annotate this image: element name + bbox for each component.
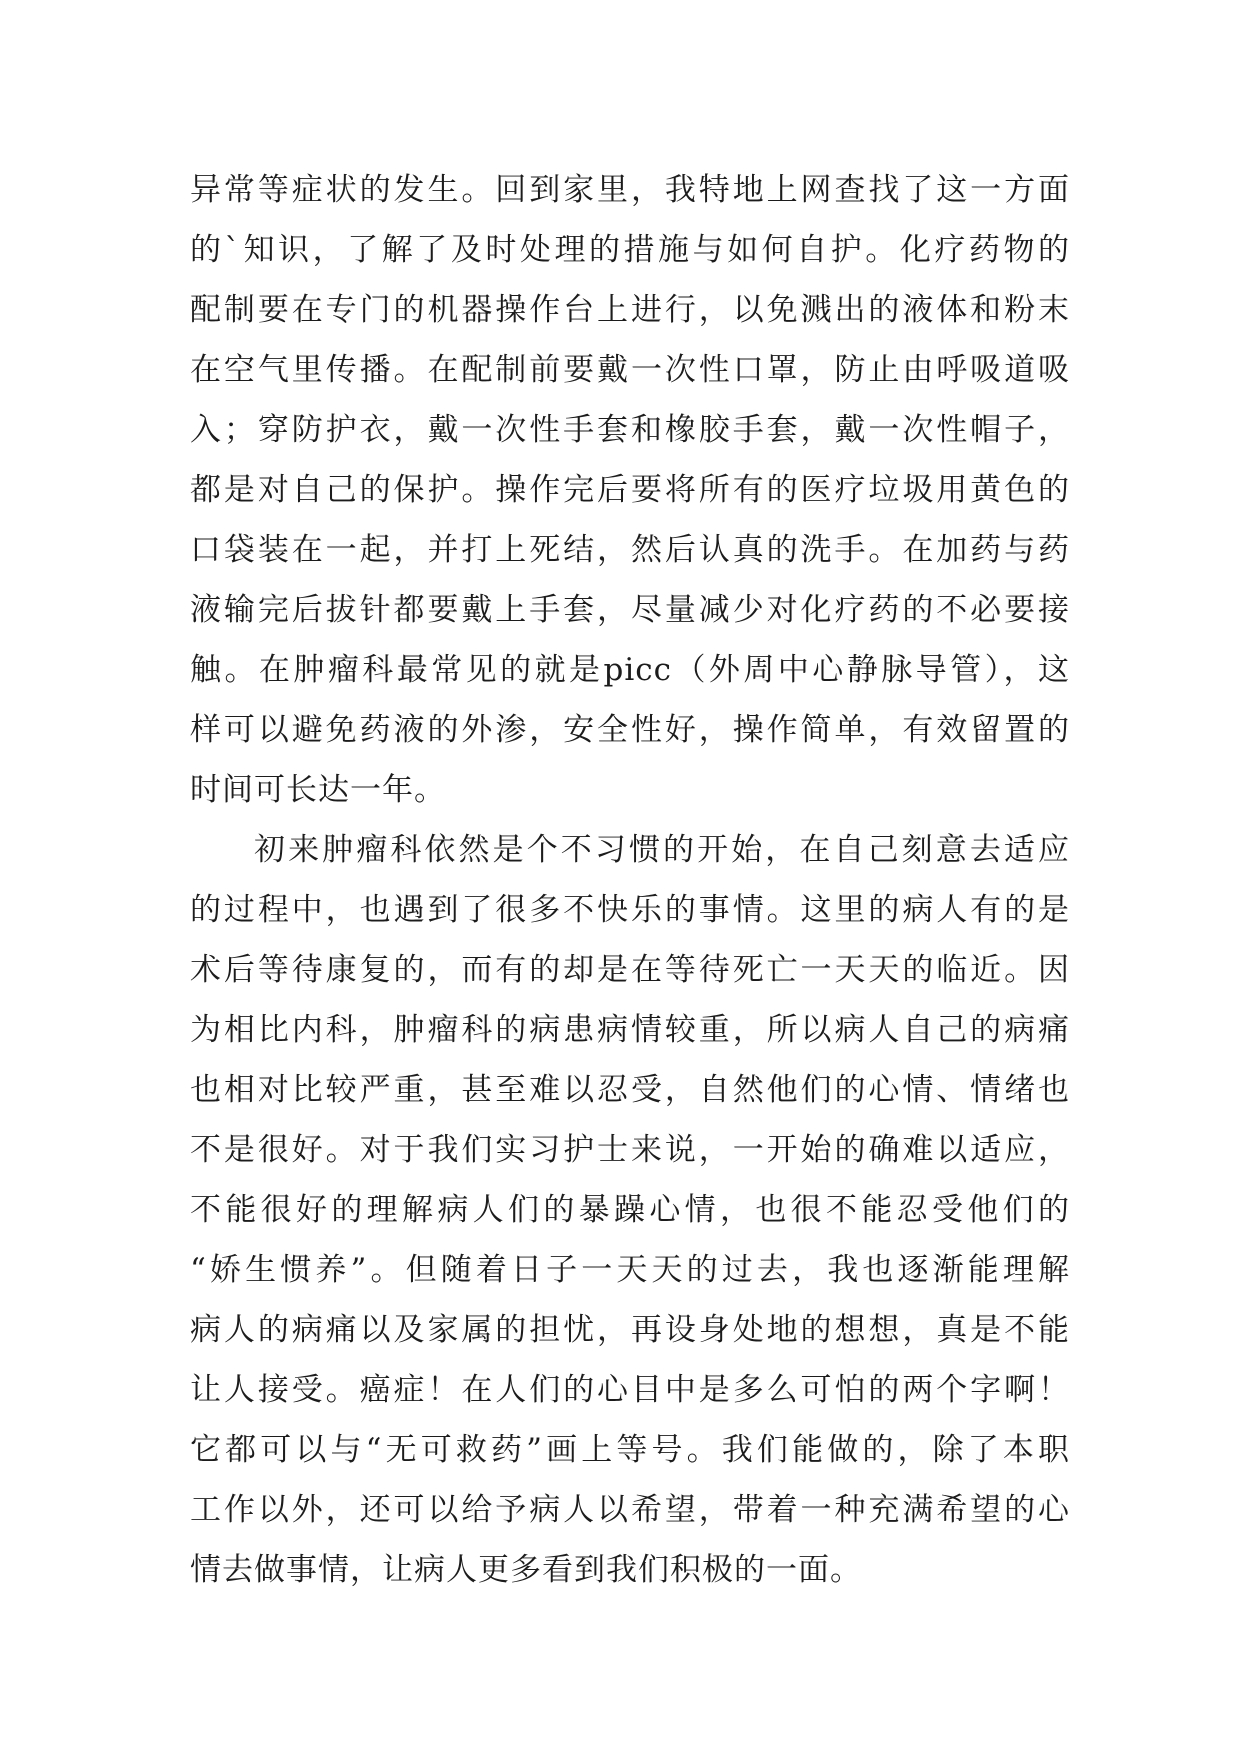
paragraph-line: 为相比内科，肿瘤科的病患病情较重，所以病人自己的病痛 [190,1012,1070,1048]
paragraph-line: 让人接受。癌症！在人们的心目中是多么可怕的两个字啊！ [190,1372,1070,1408]
paragraph-line: 都是对自己的保护。操作完后要将所有的医疗垃圾用黄色的 [190,472,1070,508]
paragraph-line: 异常等症状的发生。回到家里，我特地上网查找了这一方面 [190,172,1070,208]
paragraph-line: 情去做事情，让病人更多看到我们积极的一面。 [190,1552,862,1588]
paragraph-line: 它都可以与“无可救药”画上等号。我们能做的，除了本职 [190,1432,1070,1468]
paragraph-line: 不能很好的理解病人们的暴躁心情，也很不能忍受他们的 [190,1192,1070,1228]
paragraph-line: 病人的病痛以及家属的担忧，再设身处地的想想，真是不能 [190,1312,1070,1348]
paragraph-line: 样可以避免药液的外渗，安全性好，操作简单，有效留置的 [190,712,1070,748]
paragraph-line: “娇生惯养”。但随着日子一天天的过去，我也逐渐能理解 [190,1252,1070,1288]
paragraph-line: 初来肿瘤科依然是个不习惯的开始，在自己刻意去适应 [254,832,1070,868]
paragraph-line: 工作以外，还可以给予病人以希望，带着一种充满希望的心 [190,1492,1070,1528]
paragraph-line: 的过程中，也遇到了很多不快乐的事情。这里的病人有的是 [190,892,1070,928]
paragraph-line: 不是很好。对于我们实习护士来说，一开始的确难以适应， [190,1132,1070,1168]
paragraph-line: 配制要在专门的机器操作台上进行，以免溅出的液体和粉末 [190,292,1070,328]
paragraph-line: 触。在肿瘤科最常见的就是picc（外周中心静脉导管），这 [190,652,1070,688]
paragraph-line: 液输完后拔针都要戴上手套，尽量减少对化疗药的不必要接 [190,592,1070,628]
paragraph-line: 时间可长达一年。 [190,772,446,808]
paragraph-line: 在空气里传播。在配制前要戴一次性口罩，防止由呼吸道吸 [190,352,1070,388]
paragraph-line: 也相对比较严重，甚至难以忍受，自然他们的心情、情绪也 [190,1072,1070,1108]
document-body [190,160,1070,1600]
paragraph-line: 口袋装在一起，并打上死结，然后认真的洗手。在加药与药 [190,532,1070,568]
paragraph-line: 术后等待康复的，而有的却是在等待死亡一天天的临近。因 [190,952,1070,988]
paragraph-line: 的`知识，了解了及时处理的措施与如何自护。化疗药物的 [190,232,1070,268]
paragraph-line: 入；穿防护衣，戴一次性手套和橡胶手套，戴一次性帽子， [190,412,1070,448]
